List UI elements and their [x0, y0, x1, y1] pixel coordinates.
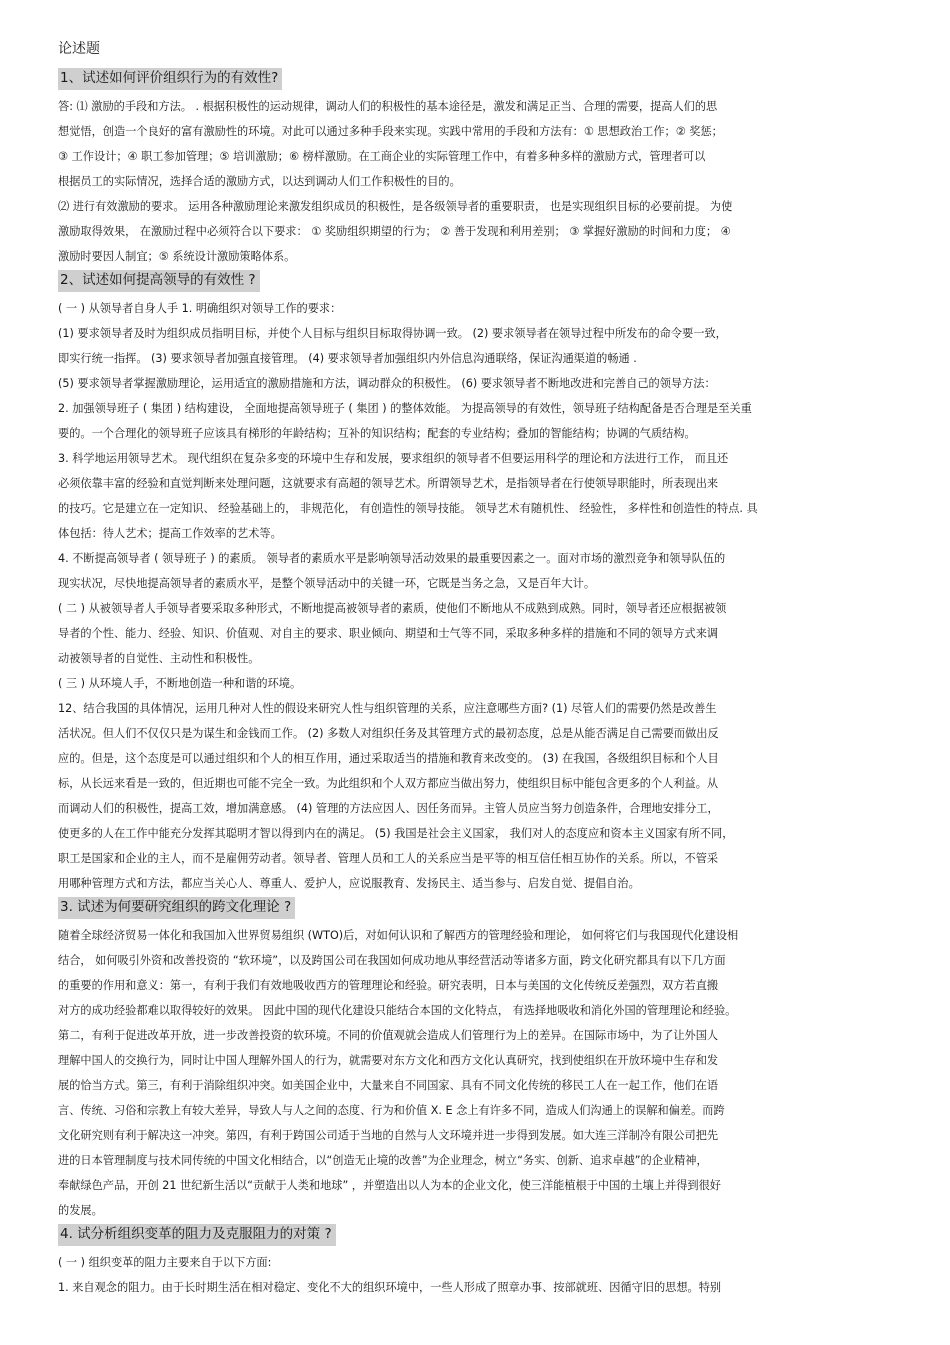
- document-page: [58, 38, 908, 1300]
- text-line: 根据员工的实际情况，选择合适的激励方式，以达到调动人们工作积极性的目的。: [58, 175, 461, 188]
- text-line: 1. 来自观念的阻力。由于长时期生活在相对稳定、变化不大的组织环境中，一些人形成了照章办事、按部就班、因循守旧的思想。特别: [58, 1281, 722, 1294]
- text-line: 文化研究则有利于解决这一冲突。第四，有利于跨国公司适于当地的自然与人文环境并进一步得到发展。如大连三洋制冷有限公司把先: [58, 1129, 719, 1142]
- text-line: 体包括：待人艺术；提高工作效率的艺术等。: [58, 527, 282, 540]
- doc-title: 论述题: [58, 41, 100, 57]
- section-q3: [58, 896, 908, 1223]
- text-line: 用哪种管理方式和方法，都应当关心人、尊重人、爱护人，应说服教育、发扬民主、适当参与、启发自觉、提倡自治。: [58, 877, 640, 890]
- text-line: 12、结合我国的具体情况，运用几种对人性的假设来研究人性与组织管理的关系，应注意哪些方面? (1) 尽管人们的需要仍然是改善生: [58, 702, 717, 715]
- text-line: 言、传统、习俗和宗教上有较大差异，导致人与人之间的态度、行为和价值 X. E 念上有许多不同，造成人们沟通上的误解和偏差。而跨: [58, 1104, 725, 1117]
- text-line: 4. 不断提高领导者 ( 领导班子 ) 的素质。 领导者的素质水平是影响领导活动效果的最重要因素之一。面对市场的激烈竞争和领导队伍的: [58, 552, 726, 565]
- text-line: 想觉悟，创造一个良好的富有激励性的环境。对此可以通过多种手段来实现。实践中常用的手段和方法有：① 思想政治工作；② 奖惩；: [58, 125, 723, 138]
- text-line: 而调动人们的积极性，提高工效，增加满意感。 (4) 管理的方法应因人、因任务而异。主管人员应当努力创造条件，合理地安排分工，: [58, 802, 719, 815]
- text-line: ( 三 ) 从环境人手，不断地创造一种和谐的环境。: [58, 677, 302, 690]
- text-line: 导者的个性、能力、经验、知识、价值观、对自主的要求、职业倾向、期望和士气等不同，采取多种多样的措施和不同的领导方式来调: [58, 627, 719, 640]
- section-q2: [58, 269, 908, 896]
- text-line: ( 二 ) 从被领导者人手领导者要采取多种形式，不断地提高被领导者的素质，使他们不断地从不成熟到成熟。同时，领导者还应根据被领: [58, 602, 727, 615]
- text-line: ( 一 ) 组织变革的阻力主要来自于以下方面:: [58, 1256, 272, 1269]
- question-heading: 2、试述如何提高领导的有效性 ?: [58, 270, 260, 292]
- text-line: ⑵ 进行有效激励的要求。 运用各种激励理论来激发组织成员的积极性，是各级领导者的重要职责， 也是实现组织目标的必要前提。 为使: [58, 200, 733, 213]
- text-line: 3. 科学地运用领导艺术。 现代组织在复杂多变的环境中生存和发展，要求组织的领导者不但要运用科学的理论和方法进行工作， 而且还: [58, 452, 729, 465]
- text-line: 第二，有利于促进改革开放，进一步改善投资的软环境。不同的价值观就会造成人们管理行为上的差异。在国际市场中，为了让外国人: [58, 1029, 719, 1042]
- question-heading: 3. 试述为何要研究组织的跨文化理论 ?: [58, 897, 295, 919]
- text-line: 展的恰当方式。第三，有利于消除组织冲突。如美国企业中，大量来自不同国家、具有不同文化传统的移民工人在一起工作，他们在语: [58, 1079, 719, 1092]
- text-line: 激励时要因人制宜；⑤ 系统设计激励策略体系。: [58, 250, 296, 263]
- text-line: 标，从长远来看是一致的，但近期也可能不完全一致。为此组织和个人双方都应当做出努力，使组织目标中能包含更多的个人利益。从: [58, 777, 719, 790]
- text-line: 使更多的人在工作中能充分发挥其聪明才智以得到内在的满足。 (5) 我国是社会主义国家， 我们对人的态度应和资本主义国家有所不同，: [58, 827, 734, 840]
- text-line: ( 一 ) 从领导者自身人手 1. 明确组织对领导工作的要求：: [58, 302, 342, 315]
- text-line: 结合， 如何吸引外资和改善投资的 “软环境”，以及跨国公司在我国如何成功地从事经营活动等诸多方面，跨文化研究都具有以下几方面: [58, 954, 726, 967]
- text-line: 现实状况，尽快地提高领导者的素质水平，是整个领导活动中的关键一环，它既是当务之急，又是百年大计。: [58, 577, 596, 590]
- text-line: 活状况。但人们不仅仅只是为谋生和金钱而工作。 (2) 多数人对组织任务及其管理方式的最初态度，总是从能否满足自己需要而做出反: [58, 727, 719, 740]
- text-line: 奉献绿色产品，开创 21 世纪新生活以“贡献于人类和地球” ，并塑造出以人为本的企业文化，使三洋能植根于中国的土壤上并得到很好: [58, 1179, 721, 1192]
- text-line: 即实行统一指挥。 (3) 要求领导者加强直接管理。 (4) 要求领导者加强组织内外信息沟通联络，保证沟通渠道的畅通 .: [58, 352, 637, 365]
- text-line: ③ 工作设计；④ 职工参加管理；⑤ 培训激励；⑥ 榜样激励。在工商企业的实际管理工作中，有着多种多样的激励方式，管理者可以: [58, 150, 706, 163]
- section-q1: [58, 67, 908, 269]
- text-line: 随着全球经济贸易一体化和我国加入世界贸易组织 (WTO)后，对如何认识和了解西方的管理经验和理论， 如何将它们与我国现代化建设相: [58, 929, 739, 942]
- text-line: 的发展。: [58, 1204, 103, 1217]
- text-line: 必须依靠丰富的经验和直觉判断来处理问题，这就要求有高超的领导艺术。所谓领导艺术，是指领导者在行使领导职能时，所表现出来: [58, 477, 719, 490]
- text-line: 应的。但是，这个态度是可以通过组织和个人的相互作用，通过采取适当的措施和教育来改变的。 (3) 在我国，各级组织目标和个人目: [58, 752, 719, 765]
- text-line: 进的日本管理制度与技术同传统的中国文化相结合，以“创造无止境的改善”为企业理念，树立“务实、创新、追求卓越”的企业精神，: [58, 1154, 708, 1167]
- text-line: (1) 要求领导者及时为组织成员指明目标，并使个人目标与组织目标取得协调一致。 (2) 要求领导者在领导过程中所发布的命令要一致，: [58, 327, 727, 340]
- text-line: 理解中国人的交换行为，同时让中国人理解外国人的行为，就需要对东方文化和西方文化认真研究，找到使组织在开放环境中生存和发: [58, 1054, 719, 1067]
- text-line: 要的。一个合理化的领导班子应该具有梯形的年龄结构；互补的知识结构；配套的专业结构；叠加的智能结构；协调的气质结构。: [58, 427, 696, 440]
- text-line: 对方的成功经验都难以取得较好的效果。 因此中国的现代化建设只能结合本国的文化特点， 有选择地吸收和消化外国的管理理论和经验。: [58, 1004, 737, 1017]
- text-line: 的技巧。它是建立在一定知识、 经验基础上的， 非规范化， 有创造性的领导技能。 领导艺术有随机性、 经验性， 多样性和创造性的特点. 具: [58, 502, 758, 515]
- text-line: 动被领导者的自觉性、主动性和积极性。: [58, 652, 260, 665]
- text-line: 职工是国家和企业的主人，而不是雇佣劳动者。领导者、管理人员和工人的关系应当是平等的相互信任相互协作的关系。所以，不管采: [58, 852, 719, 865]
- text-line: (5) 要求领导者掌握激励理论，运用适宜的激励措施和方法，调动群众的积极性。 (6) 要求领导者不断地改进和完善自己的领导方法：: [58, 377, 716, 390]
- question-heading: 4. 试分析组织变革的阻力及克服阻力的对策 ?: [58, 1224, 336, 1246]
- text-line: 激励取得效果， 在激励过程中必须符合以下要求： ① 奖励组织期望的行为； ② 善于发现和利用差别； ③ 掌握好激励的时间和力度； ④: [58, 225, 731, 238]
- section-q4: [58, 1223, 908, 1300]
- text-line: 答: ⑴ 激励的手段和方法。 . 根据积极性的运动规律，调动人们的积极性的基本途径是，激发和满足正当、合理的需要，提高人们的思: [58, 100, 718, 113]
- text-line: 2. 加强领导班子 ( 集团 ) 结构建设， 全面地提高领导班子 ( 集团 ) 的整体效能。 为提高领导的有效性，领导班子结构配备是否合理是至关重: [58, 402, 752, 415]
- text-line: 的重要的作用和意义：第一，有利于我们有效地吸收西方的管理理论和经验。研究表明，日本与美国的文化传统反差强烈，双方若直搬: [58, 979, 719, 992]
- question-heading: 1、试述如何评价组织行为的有效性?: [58, 68, 282, 90]
